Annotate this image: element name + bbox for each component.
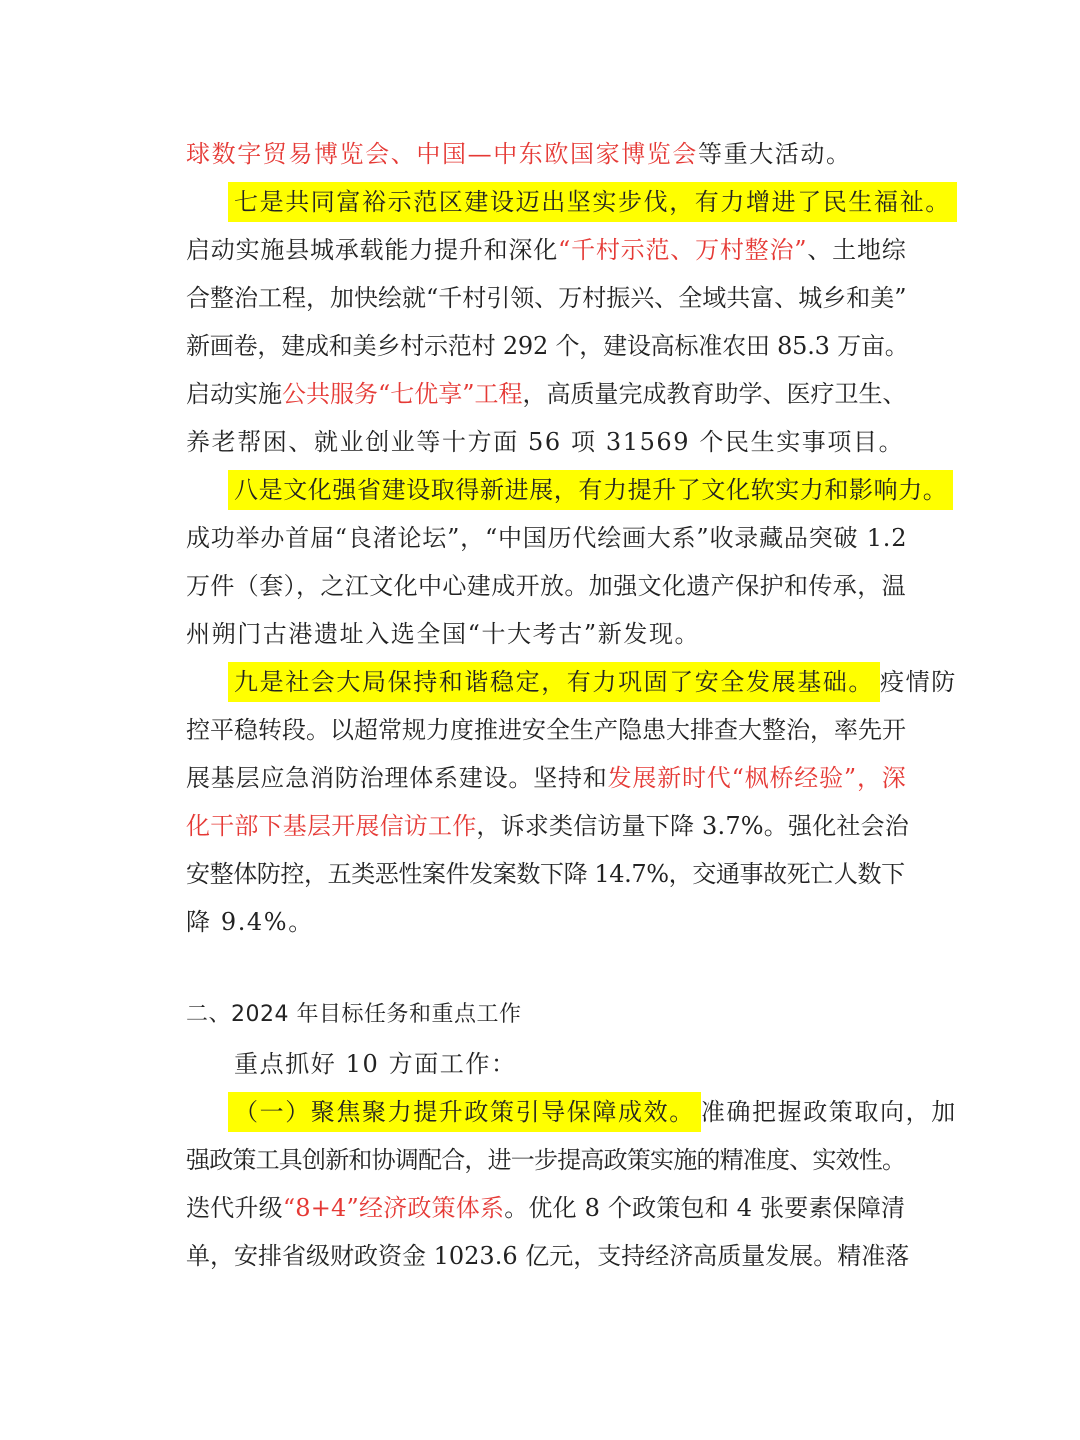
text-line [186,230,906,270]
text-line: 养老帮困、就业创业等十方面 56 项 31569 个民生实事项目。 [186,428,905,456]
text-span: 启动实施 [186,380,282,408]
emphasis-red: 发展新时代“枫桥经验”，深 [607,764,907,792]
text-line [234,1092,957,1132]
text-line [186,134,906,174]
text-line [186,758,906,798]
text-line [186,806,910,846]
highlighted-heading: 八是文化强省建设取得新进展，有力提升了文化软实力和影响力。 [228,470,953,510]
highlighted-heading: 七是共同富裕示范区建设迈出坚实步伐，有力增进了民生福祉。 [228,182,957,222]
text-line: 州朔门古港遗址入选全国“十大考古”新发现。 [186,620,701,648]
highlighted-heading: （一）聚焦聚力提升政策引导保障成效。 [228,1092,701,1132]
text-line [234,470,954,510]
text-line: 万件（套），之江文化中心建成开放。加强文化遗产保护和传承，温 [186,572,906,600]
text-line: 降 9.4%。 [186,908,314,936]
text-line: 合整治工程，加快绘就“千村引领、万村振兴、全域共富、城乡和美” [186,284,907,312]
text-span: 。优化 8 个政策包和 4 张要素保障清 [504,1194,906,1222]
text-span: ，诉求类信访量下降 3.7%。强化社会治 [476,812,910,840]
text-span: 等重大活动。 [698,140,852,168]
text-span: 迭代升级 [186,1194,283,1222]
text-span: 疫情防 [880,668,957,696]
text-span: 启动实施县城承载能力提升和深化 [186,236,558,264]
text-line: 重点抓好 10 方面工作： [234,1050,517,1078]
text-line [186,374,906,414]
emphasis-red: 公共服务“七优享”工程 [282,380,523,408]
text-span: 准确把握政策取向，加 [700,1098,957,1126]
text-line: 新画卷，建成和美乡村示范村 292 个，建设高标准农田 85.3 万亩。 [186,332,909,360]
emphasis-red: “8+4”经济政策体系 [282,1194,505,1222]
text-span: 、土地综 [807,236,907,264]
text-span: ，高质量完成教育助学、医疗卫生、 [522,380,907,408]
text-line: 强政策工具创新和协调配合，进一步提高政策实施的精准度、实效性。 [186,1146,906,1174]
section-heading: 二、2024 年目标任务和重点工作 [186,1002,522,1027]
text-line: 单，安排省级财政资金 1023.6 亿元，支持经济高质量发展。精准落 [186,1242,910,1270]
text-line [234,662,957,702]
text-span: 展基层应急消防治理体系建设。坚持和 [186,764,608,792]
emphasis-red: “千村示范、万村整治” [558,236,808,264]
text-line: 成功举办首届“良渚论坛”，“中国历代绘画大系”收录藏品突破 1.2 [186,524,908,552]
text-line: 控平稳转段。以超常规力度推进安全生产隐患大排查大整治，率先开 [186,716,906,744]
emphasis-red: 化干部下基层开展信访工作 [186,812,477,840]
text-line [234,182,954,222]
highlighted-heading: 九是社会大局保持和谐稳定，有力巩固了安全发展基础。 [228,662,880,702]
text-line: 安整体防控，五类恶性案件发案数下降 14.7%，交通事故死亡人数下 [186,860,905,888]
emphasis-red: 球数字贸易博览会、中国—中东欧国家博览会 [186,140,698,168]
text-line [186,1188,906,1228]
